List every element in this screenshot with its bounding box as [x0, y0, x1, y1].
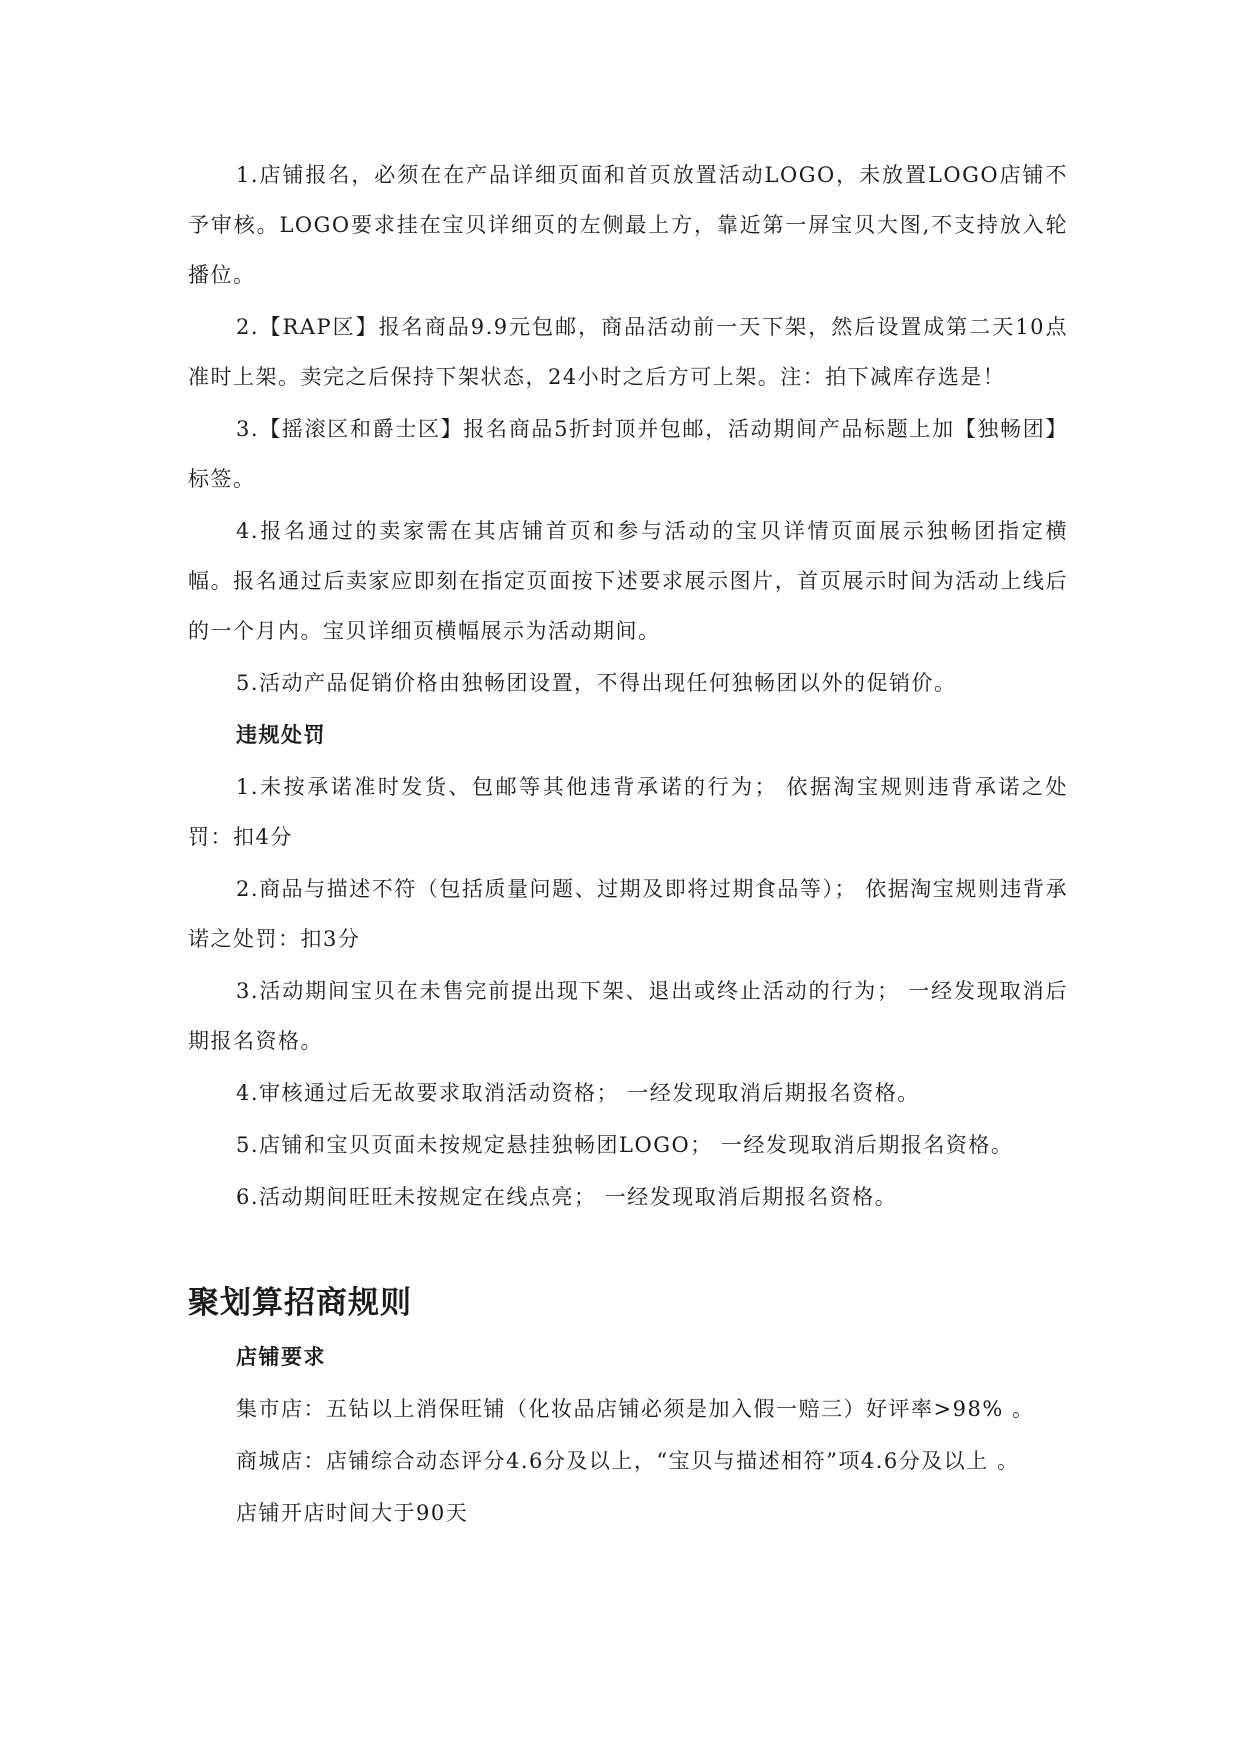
- store-requirement-paragraph: 店铺开店时间大于90天: [236, 1501, 469, 1525]
- document-page: [188, 150, 1068, 1540]
- section-title: 聚划算招商规则: [188, 1285, 412, 1321]
- store-requirement-paragraph: 集市店：五钻以上消保旺铺（化妆品店铺必须是加入假一赔三）好评率>98% 。: [236, 1397, 1035, 1421]
- store-requirement-paragraph: 商城店：店铺综合动态评分4.6分及以上，“宝贝与描述相符”项4.6分及以上 。: [236, 1449, 1020, 1473]
- rule-paragraph: 4.报名通过的卖家需在其店铺首页和参与活动的宝贝详情页面展示独畅团指定横幅。报名通过后卖家应即刻在指定页面按下述要求展示图片，首页展示时间为活动上线后的一个月内。宝贝详细页横幅展示为活动期间。: [188, 519, 1068, 643]
- store-requirements-heading: 店铺要求: [236, 1344, 326, 1369]
- penalty-paragraph: 1.未按承诺准时发货、包邮等其他违背承诺的行为； 依据淘宝规则违背承诺之处罚：扣4分: [188, 775, 1068, 849]
- rule-paragraph: 5.活动产品促销价格由独畅团设置，不得出现任何独畅团以外的促销价。: [236, 671, 957, 695]
- rule-paragraph: 2.【RAP区】报名商品9.9元包邮，商品活动前一天下架，然后设置成第二天10点准时上架。卖完之后保持下架状态，24小时之后方可上架。注：拍下减库存选是！: [188, 315, 1068, 389]
- penalty-paragraph: 2.商品与描述不符（包括质量问题、过期及即将过期食品等）； 依据淘宝规则违背承诺之处罚：扣3分: [188, 877, 1068, 951]
- rule-paragraph: 3.【摇滚区和爵士区】报名商品5折封顶并包邮，活动期间产品标题上加【独畅团】标签。: [188, 417, 1068, 491]
- rule-paragraph: 1.店铺报名，必须在在产品详细页面和首页放置活动LOGO，未放置LOGO店铺不予审核。LOGO要求挂在宝贝详细页的左侧最上方，靠近第一屏宝贝大图,不支持放入轮播位。: [188, 163, 1068, 287]
- penalty-paragraph: 4.审核通过后无故要求取消活动资格； 一经发现取消后期报名资格。: [236, 1081, 920, 1105]
- penalty-paragraph: 3.活动期间宝贝在未售完前提出现下架、退出或终止活动的行为； 一经发现取消后期报名资格。: [188, 979, 1068, 1053]
- penalty-paragraph: 6.活动期间旺旺未按规定在线点亮； 一经发现取消后期报名资格。: [236, 1185, 898, 1209]
- penalty-heading: 违规处罚: [236, 722, 326, 747]
- penalty-paragraph: 5.店铺和宝贝页面未按规定悬挂独畅团LOGO； 一经发现取消后期报名资格。: [236, 1133, 1014, 1157]
